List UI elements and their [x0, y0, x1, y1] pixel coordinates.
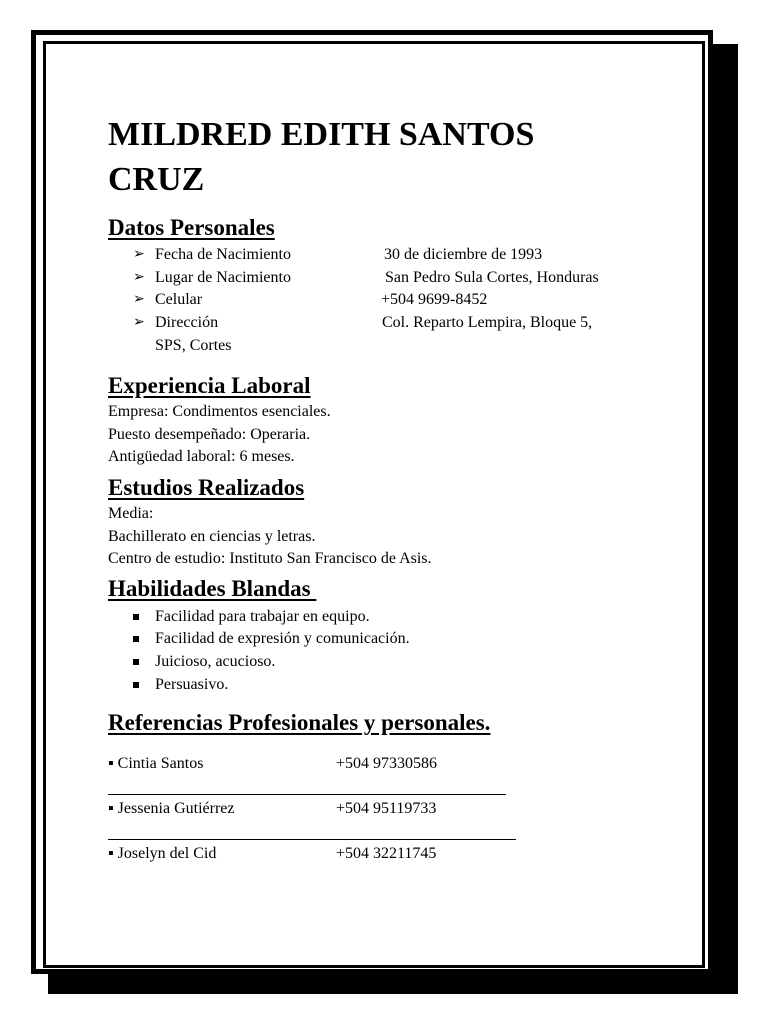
experience-position: Puesto desempeñado: Operaria. — [108, 426, 311, 443]
personal-value: Col. Reparto Lempira, Bloque 5, — [382, 314, 593, 331]
experience-seniority: Antigüedad laboral: 6 meses. — [108, 448, 295, 465]
arrow-bullet-icon: ➢ — [133, 270, 145, 285]
personal-label: Fecha de Nacimiento — [155, 246, 291, 263]
personal-value: 30 de diciembre de 1993 — [384, 246, 543, 263]
square-bullet-icon — [133, 682, 139, 688]
personal-label: Celular — [155, 291, 203, 308]
reference-phone: +504 95119733 — [336, 800, 437, 817]
section-title-personal: Datos Personales — [108, 215, 275, 240]
personal-address-continuation: SPS, Cortes — [155, 337, 232, 354]
arrow-bullet-icon: ➢ — [133, 247, 145, 262]
reference-divider — [108, 794, 506, 795]
personal-value: +504 9699-8452 — [381, 291, 488, 308]
reference-phone: +504 32211745 — [336, 845, 437, 862]
skill-text: Persuasivo. — [155, 676, 229, 693]
studies-degree: Bachillerato en ciencias y letras. — [108, 528, 316, 545]
reference-name: ▪ Joselyn del Cid — [108, 845, 217, 862]
square-bullet-icon — [133, 659, 139, 665]
reference-name: ▪ Cintia Santos — [108, 755, 204, 772]
personal-value: San Pedro Sula Cortes, Honduras — [385, 269, 599, 286]
studies-level: Media: — [108, 505, 154, 522]
section-title-references: Referencias Profesionales y personales. — [108, 710, 491, 735]
section-title-studies: Estudios Realizados — [108, 475, 305, 500]
personal-label: Dirección — [155, 314, 219, 331]
reference-phone: +504 97330586 — [336, 755, 438, 772]
square-bullet-icon — [133, 614, 139, 620]
skill-text: Facilidad para trabajar en equipo. — [155, 608, 370, 625]
section-title-experience: Experiencia Laboral — [108, 373, 311, 398]
personal-label: Lugar de Nacimiento — [155, 269, 291, 286]
arrow-bullet-icon: ➢ — [133, 315, 145, 330]
candidate-name: MILDRED EDITH SANTOS CRUZ — [108, 116, 535, 198]
square-bullet-icon — [133, 636, 139, 642]
reference-name: ▪ Jessenia Gutiérrez — [108, 800, 235, 817]
studies-institution: Centro de estudio: Instituto San Francisco de Asis. — [108, 550, 432, 567]
experience-company: Empresa: Condimentos esenciales. — [108, 403, 331, 420]
section-title-skills: Habilidades Blandas — [108, 576, 317, 601]
reference-divider — [108, 839, 516, 840]
skill-text: Juicioso, acucioso. — [155, 653, 276, 670]
skill-text: Facilidad de expresión y comunicación. — [155, 630, 410, 647]
arrow-bullet-icon: ➢ — [133, 292, 145, 307]
